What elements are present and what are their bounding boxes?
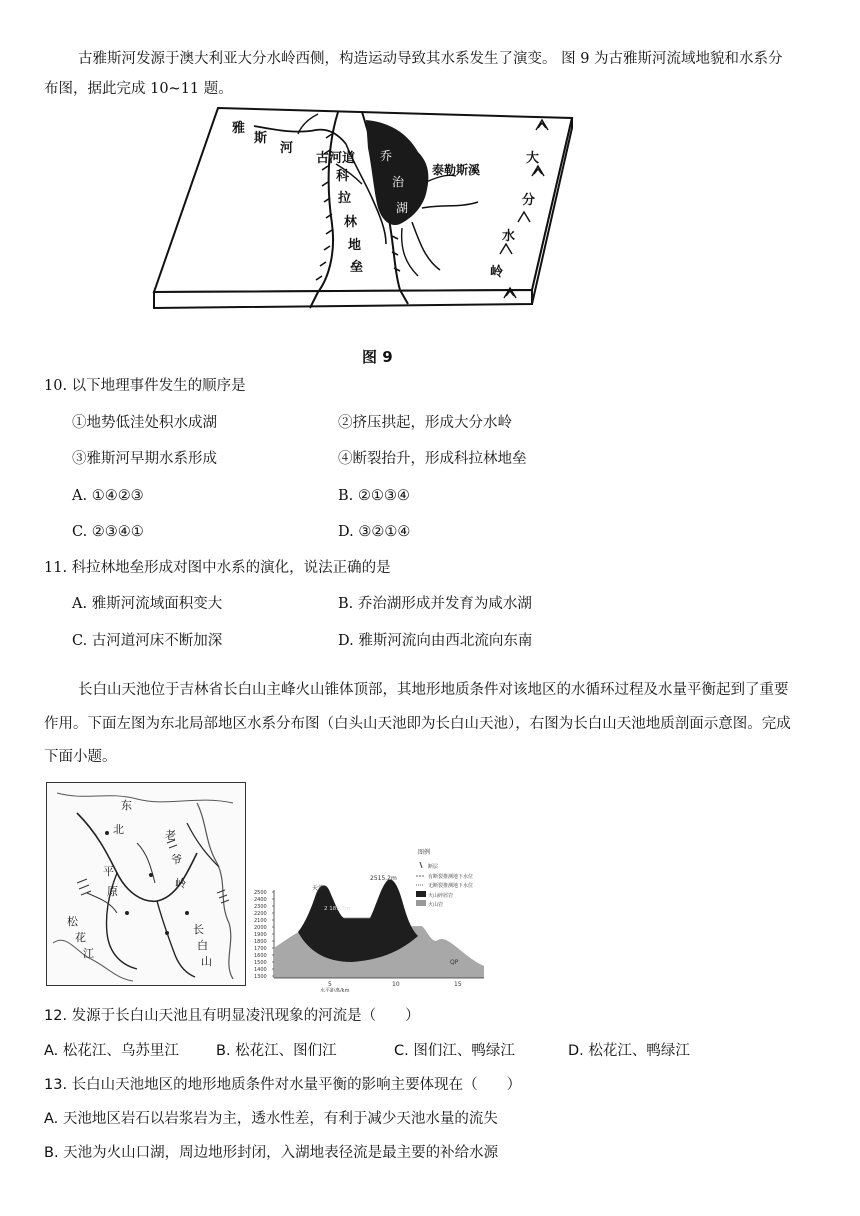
intro-paragraph-2-line-2: 作用。下面左图为东北局部地区水系分布图（白头山天池即为长白山天池），右图为长白山天池地质剖面示意图。完成 xyxy=(44,716,791,732)
profile-y-tick-label: 2100 xyxy=(254,918,267,924)
label-old-channel: 古河道 xyxy=(316,151,356,166)
q11-option-a[interactable]: A. 雅斯河流域面积变大 xyxy=(72,596,223,612)
figure-9-landform-diagram xyxy=(150,104,580,340)
northeast-water-system-map xyxy=(46,782,246,986)
profile-y-tick-label: 1400 xyxy=(254,967,267,973)
profile-y-tick-label: 1900 xyxy=(254,932,267,938)
intro-paragraph-2-line-3: 下面小题。 xyxy=(44,749,117,765)
q11-option-b[interactable]: B. 乔治湖形成并发育为咸水湖 xyxy=(338,596,532,612)
q13-option-a[interactable]: A. 天池地区岩石以岩浆岩为主，透水性差，有利于减少天池水量的流失 xyxy=(44,1111,498,1127)
label-kola-2: 拉 xyxy=(338,191,352,206)
map-label-2: 平 xyxy=(103,865,114,878)
label-lake-1: 乔 xyxy=(380,149,393,163)
map-label-1: 北 xyxy=(113,823,124,836)
profile-y-tick-label: 2200 xyxy=(254,911,267,917)
profile-y-tick-label: 2400 xyxy=(254,897,267,903)
label-taylors-creek: 泰勒斯溪 xyxy=(432,163,481,177)
q10-event-1: ①地势低洼处积水成湖 xyxy=(72,415,217,431)
q11-option-c[interactable]: C. 古河道河床不断加深 xyxy=(72,633,223,649)
q12-option-a[interactable]: A. 松花江、乌苏里江 xyxy=(44,1043,179,1059)
map-label-4: 老 xyxy=(165,829,176,842)
map-label-11: 白 xyxy=(197,939,208,952)
map-label-6: 岭 xyxy=(175,877,186,890)
map-label-3: 原 xyxy=(107,885,118,898)
map-label-7: 松 xyxy=(67,915,78,928)
profile-x-tick-5: 5 xyxy=(328,981,332,988)
q12-option-d[interactable]: D. 松花江、鸭绿江 xyxy=(568,1043,690,1059)
q10-option-c[interactable]: C. ②③④① xyxy=(72,524,144,540)
map-label-5: 爷 xyxy=(171,853,182,866)
profile-y-tick-label: 1500 xyxy=(254,960,267,966)
map-label-9: 江 xyxy=(83,947,94,960)
profile-y-tick-label: 1800 xyxy=(254,939,267,945)
profile-legend-title: 图例 xyxy=(418,849,431,856)
map-label-12: 山 xyxy=(201,955,212,968)
profile-x-label: 水平距离/km xyxy=(320,988,350,992)
profile-y-tick-label: 2300 xyxy=(254,904,267,910)
profile-water-level-label: 2 189.7m xyxy=(324,906,351,912)
label-range-1: 大 xyxy=(526,151,540,166)
map-label-10: 长 xyxy=(193,923,204,936)
question-13-stem: 13. 长白山天池地区的地形地质条件对水量平衡的影响主要体现在（ ） xyxy=(44,1077,522,1093)
profile-legend-fault: 断层 xyxy=(428,864,439,870)
question-11-stem: 11. 科拉林地垒形成对图中水系的演化，说法正确的是 xyxy=(44,560,391,576)
label-lake-3: 湖 xyxy=(396,201,409,215)
q10-event-4: ④断裂抬升，形成科拉林地垒 xyxy=(338,451,527,467)
map-label-8: 花 xyxy=(75,931,86,944)
tianchi-geological-profile xyxy=(252,782,490,992)
profile-rock-label: QP xyxy=(450,959,459,966)
intro-paragraph-1-line-2: 布图，据此完成 10~11 题。 xyxy=(44,81,233,97)
question-12-stem: 12. 发源于长白山天池且有明显凌汛现象的河流是（ ） xyxy=(44,1008,420,1024)
profile-y-tick-label: 2500 xyxy=(254,890,267,896)
label-yas-3: 河 xyxy=(280,141,294,156)
profile-y-tick-label: 1600 xyxy=(254,953,267,959)
intro-paragraph-1-line-1: 古雅斯河发源于澳大利亚大分水岭西侧，构造运动导致其水系发生了演变。 图 9 为古雅斯河流域地貌和水系分 xyxy=(78,51,783,67)
profile-legend-gw-nofault: 无断裂推测地下水位 xyxy=(428,883,474,889)
profile-lake-label: 天池 xyxy=(312,885,325,892)
q10-option-a[interactable]: A. ①④②③ xyxy=(72,488,144,504)
label-yas-1: 雅 xyxy=(232,121,246,136)
q10-option-b[interactable]: B. ②①③④ xyxy=(338,488,410,504)
profile-y-tick-label: 1300 xyxy=(254,974,267,980)
label-range-4: 岭 xyxy=(490,265,504,280)
q13-option-b[interactable]: B. 天池为火山口湖，周边地形封闭，入湖地表径流是最主要的补给水源 xyxy=(44,1145,499,1161)
label-yas-2: 斯 xyxy=(254,131,268,146)
profile-legend-pyroclastic: 火山碎屑岩 xyxy=(428,893,454,899)
q12-option-b[interactable]: B. 松花江、图们江 xyxy=(216,1043,337,1059)
q10-event-2: ②挤压拱起，形成大分水岭 xyxy=(338,415,512,431)
profile-peak-label: 2515.2m xyxy=(370,875,397,882)
figure-9-caption: 图 9 xyxy=(362,348,393,366)
label-kola-5: 垒 xyxy=(350,260,364,275)
label-range-3: 水 xyxy=(502,229,516,244)
label-kola-3: 林 xyxy=(344,215,358,230)
map-label-0: 东 xyxy=(121,799,132,812)
question-10-stem: 10. 以下地理事件发生的顺序是 xyxy=(44,378,246,394)
label-lake-2: 治 xyxy=(392,175,405,189)
profile-legend-gw-fault: 有断裂推测地下水位 xyxy=(428,874,474,880)
intro-paragraph-2-line-1: 长白山天池位于吉林省长白山主峰火山锥体顶部，其地形地质条件对该地区的水循环过程及水量平衡起到了重要 xyxy=(78,682,789,698)
q12-option-c[interactable]: C. 图们江、鸭绿江 xyxy=(394,1043,515,1059)
label-kola-4: 地 xyxy=(348,238,362,253)
profile-legend-volcanic: 火山岩 xyxy=(428,902,444,908)
label-kola-1: 科 xyxy=(336,169,350,184)
q11-option-d[interactable]: D. 雅斯河流向由西北流向东南 xyxy=(338,633,533,649)
profile-y-tick-label: 1700 xyxy=(254,946,267,952)
q10-event-3: ③雅斯河早期水系形成 xyxy=(72,451,217,467)
label-range-2: 分 xyxy=(522,193,536,208)
profile-x-tick-15: 15 xyxy=(454,981,462,988)
q10-option-d[interactable]: D. ③②①④ xyxy=(338,524,411,540)
profile-x-tick-10: 10 xyxy=(392,981,400,988)
profile-y-tick-label: 2000 xyxy=(254,925,267,931)
